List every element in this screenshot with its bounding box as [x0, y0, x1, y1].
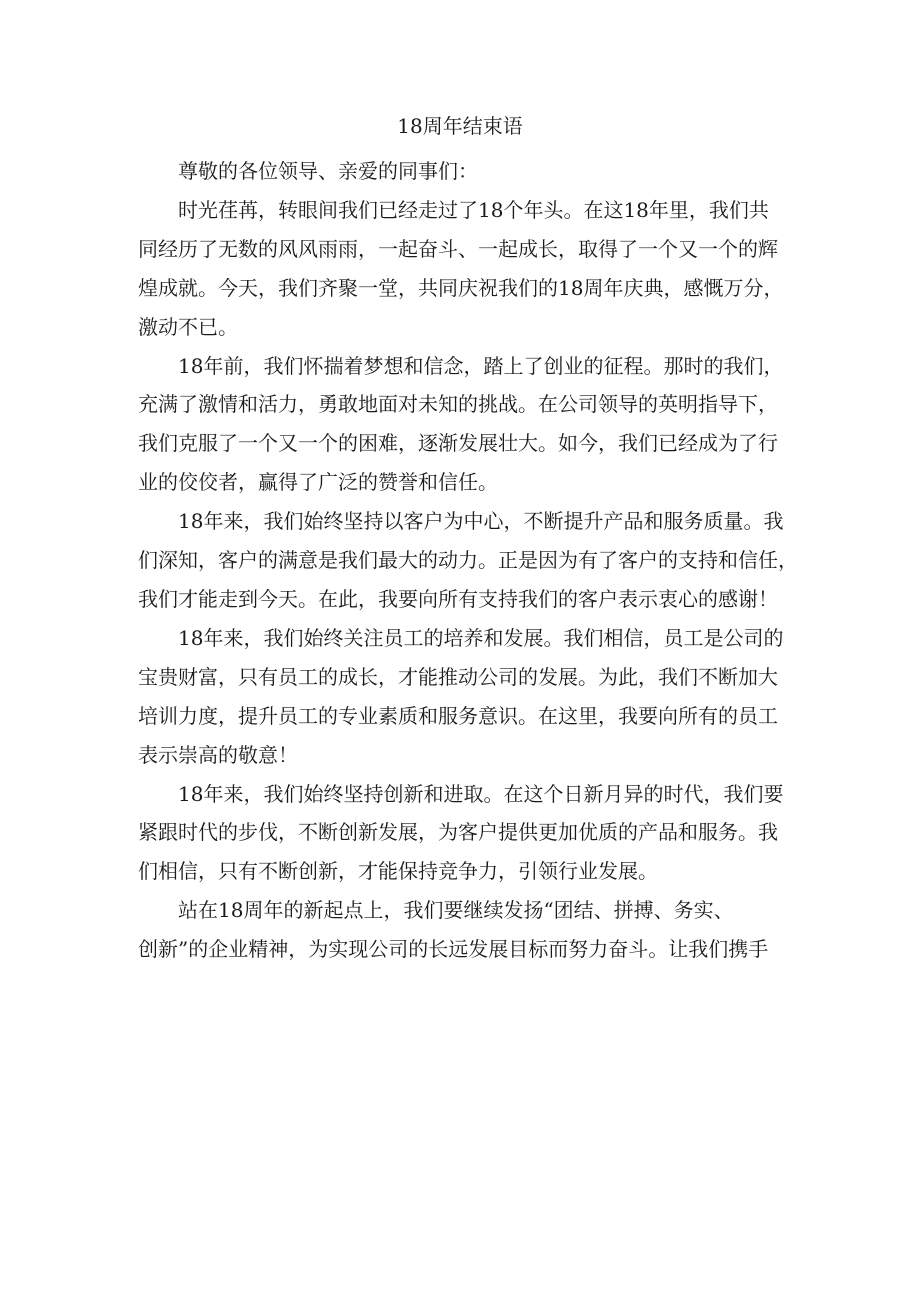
paragraph-line: 我们才能走到今天。在此，我要向所有支持我们的客户表示衷心的感谢！ [138, 586, 778, 611]
paragraph-3 [138, 502, 798, 619]
paragraph-line: 18年来，我们始终关注员工的培养和发展。我们相信，员工是公司的 [178, 625, 784, 650]
paragraph-line: 站在18周年的新起点上，我们要继续发扬“团结、拼搏、务实、 [178, 898, 734, 923]
paragraph-line: 培训力度，提升员工的专业素质和服务意识。在这里，我要向所有的员工 [138, 703, 778, 728]
paragraph-line: 表示崇高的敬意！ [138, 742, 298, 767]
paragraph-4 [138, 619, 786, 775]
paragraph-5 [138, 775, 786, 892]
paragraph-line: 激动不已。 [138, 314, 238, 339]
paragraph-2 [138, 347, 786, 503]
paragraph-1 [138, 191, 786, 347]
document-title: 18周年结束语 [397, 114, 523, 138]
paragraph-line: 紧跟时代的步伐，不断创新发展，为客户提供更加优质的产品和服务。我 [138, 820, 778, 845]
paragraph-line: 们深知，客户的满意是我们最大的动力。正是因为有了客户的支持和信任， [138, 548, 798, 573]
paragraph-line: 同经历了无数的风风雨雨，一起奋斗、一起成长，取得了一个又一个的辉 [138, 236, 778, 261]
paragraph-line: 我们克服了一个又一个的困难，逐渐发展壮大。如今，我们已经成为了行 [138, 431, 778, 456]
paragraph-line: 充满了激情和活力，勇敢地面对未知的挑战。在公司领导的英明指导下， [138, 392, 778, 417]
greeting-line: 尊敬的各位领导、亲爱的同事们： [178, 159, 478, 183]
paragraph-line: 创新”的企业精神，为实现公司的长远发展目标而努力奋斗。让我们携手 [138, 937, 769, 962]
paragraph-line: 时光荏苒，转眼间我们已经走过了18个年头。在这18年里，我们共 [178, 197, 769, 222]
paragraph-line: 18年来，我们始终坚持创新和进取。在这个日新月异的时代，我们要 [178, 781, 784, 806]
paragraph-line: 们相信，只有不断创新，才能保持竞争力，引领行业发展。 [138, 859, 658, 884]
paragraph-line: 业的佼佼者，赢得了广泛的赞誉和信任。 [138, 470, 498, 495]
paragraph-line: 宝贵财富，只有员工的成长，才能推动公司的发展。为此，我们不断加大 [138, 664, 778, 689]
document-body [138, 152, 798, 969]
paragraph-6 [138, 891, 786, 969]
paragraph-line: 18年来，我们始终坚持以客户为中心，不断提升产品和服务质量。我 [178, 509, 784, 534]
paragraph-line: 煌成就。今天，我们齐聚一堂，共同庆祝我们的18周年庆典，感慨万分， [138, 275, 784, 300]
paragraph-line: 18年前，我们怀揣着梦想和信念，踏上了创业的征程。那时的我们， [178, 353, 784, 378]
